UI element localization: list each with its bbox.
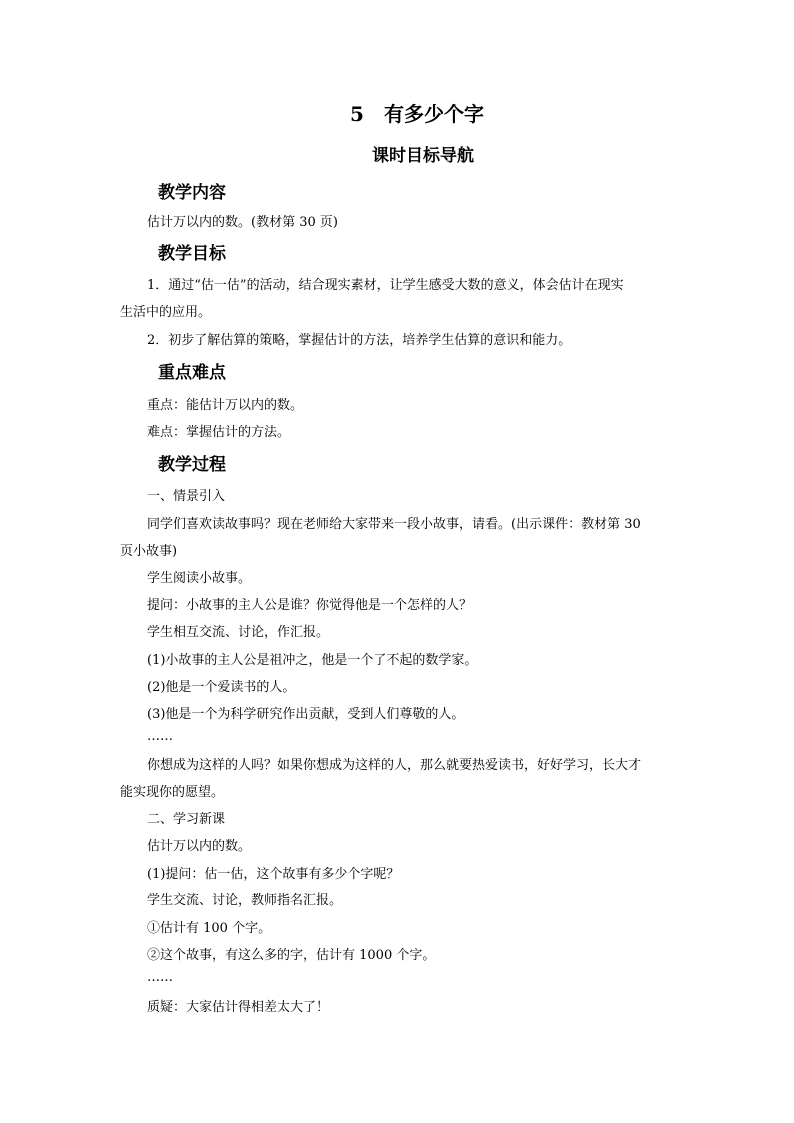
paragraph-4: 学生相互交流、讨论，作汇报。	[147, 625, 330, 640]
paragraph-1-line-2: 页小故事)	[120, 544, 178, 559]
paragraph-2: 学生阅读小故事。	[147, 571, 252, 586]
goal-1-line-2: 生活中的应用。	[120, 305, 212, 320]
key-point: 重点：能估计万以内的数。	[147, 398, 304, 413]
paragraph-10: (1)提问：估一估，这个故事有多少个字呢？	[147, 867, 400, 882]
content-text: 估计万以内的数。(教材第 30 页)	[147, 215, 338, 230]
page-title: 5 有多少个字	[350, 102, 484, 126]
paragraph-13: ②这个故事，有这么多的字，估计有 1000 个字。	[147, 948, 436, 963]
paragraph-5: (1)小故事的主人公是祖冲之，他是一个了不起的数学家。	[147, 653, 478, 668]
section-heading-content: 教学内容	[158, 183, 226, 203]
paragraph-14: 质疑：大家估计得相差太大了！	[147, 1000, 330, 1015]
paragraph-8-line-1: 你想成为这样的人吗？如果你想成为这样的人，那么就要热爱读书，好好学习，长大才	[147, 758, 642, 773]
ellipsis-1: ……	[147, 729, 173, 744]
paragraph-8-line-2: 能实现你的愿望。	[120, 785, 225, 800]
paragraph-12: ①估计有 100 个字。	[147, 921, 272, 936]
ellipsis-2: ……	[147, 970, 173, 985]
paragraph-1-line-1: 同学们喜欢读故事吗？现在老师给大家带来一段小故事，请看。(出示课件：教材第 30	[147, 517, 641, 532]
paragraph-3: 提问：小故事的主人公是谁？你觉得他是一个怎样的人？	[147, 598, 473, 613]
paragraph-6: (2)他是一个爱读书的人。	[147, 680, 296, 695]
paragraph-7: (3)他是一个为科学研究作出贡献，受到人们尊敬的人。	[147, 707, 465, 722]
section-heading-goals: 教学目标	[158, 244, 226, 264]
paragraph-11: 学生交流、讨论，教师指名汇报。	[147, 893, 343, 908]
part-2-title: 二、学习新课	[147, 812, 226, 827]
section-heading-key-points: 重点难点	[158, 363, 226, 383]
paragraph-9: 估计万以内的数。	[147, 839, 252, 854]
page-subtitle: 课时目标导航	[372, 146, 474, 166]
section-heading-process: 教学过程	[158, 455, 226, 475]
difficult-point: 难点：掌握估计的方法。	[147, 425, 291, 440]
goal-1-line-1: 1．通过“估一估”的活动，结合现实素材，让学生感受大数的意义，体会估计在现实	[147, 278, 624, 293]
part-1-title: 一、情景引入	[147, 489, 226, 504]
goal-2: 2．初步了解估算的策略，掌握估计的方法，培养学生估算的意识和能力。	[147, 333, 572, 348]
